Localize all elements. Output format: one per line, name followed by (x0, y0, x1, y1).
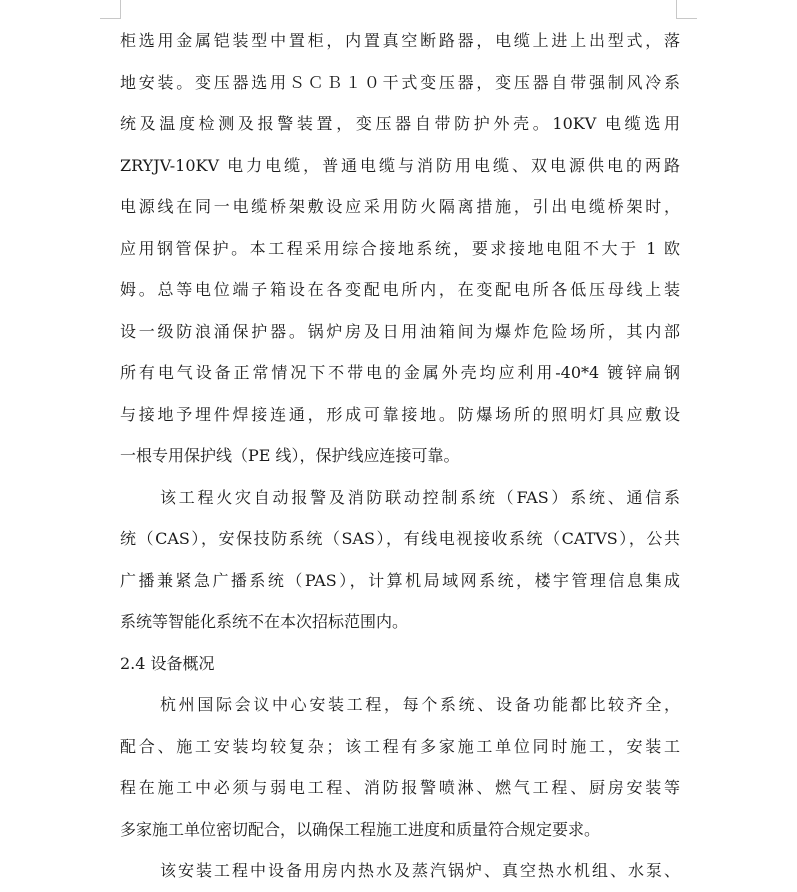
text-line: 该工程火灾自动报警及消防联动控制系统（FAS）系统、通信系 (160, 487, 680, 507)
text-line: 设一级防浪涌保护器。锅炉房及日用油箱间为爆炸危险场所，其内部 (120, 321, 680, 341)
text-line: 广播兼紧急广播系统（PAS），计算机局域网系统，楼宇管理信息集成 (120, 570, 680, 590)
text-line: 地安装。变压器选用ＳＣＢ１０干式变压器，变压器自带强制风冷系 (120, 72, 680, 92)
text-line: 杭州国际会议中心安装工程，每个系统、设备功能都比较齐全， (160, 695, 680, 714)
text-line: 统及温度检测及报警装置，变压器自带防护外壳。10KV 电缆选用 (120, 114, 680, 133)
paragraph (120, 20, 680, 477)
text-line: 一根专用保护线（PE 线），保护线应连接可靠。 (120, 446, 460, 465)
text-line: 配合、施工安装均较复杂；该工程有多家施工单位同时施工，安装工 (120, 736, 680, 756)
text-line: 多家施工单位密切配合，以确保工程施工进度和质量符合规定要求。 (120, 819, 601, 839)
text-line: 电源线在同一电缆桥架敷设应采用防火隔离措施，引出电缆桥架时， (120, 197, 680, 216)
page-corner-mark-top-right (676, 0, 697, 19)
paragraph (120, 684, 680, 850)
text-line: 程在施工中必须与弱电工程、消防报警喷淋、燃气工程、厨房安装等 (120, 778, 680, 797)
section-heading (120, 643, 680, 685)
section-heading-text: 2.4 设备概况 (120, 653, 215, 673)
text-line: 该安装工程中设备用房内热水及蒸汽锅炉、真空热水机组、水泵、 (160, 861, 680, 880)
text-line: 柜选用金属铠装型中置柜，内置真空断路器，电缆上进上出型式，落 (120, 31, 680, 50)
text-line: 姆。总等电位端子箱设在各变配电所内，在变配电所各低压母线上装 (120, 280, 680, 299)
paragraph (120, 477, 680, 643)
text-line: 统（CAS），安保技防系统（SAS），有线电视接收系统（CATVS），公共 (120, 529, 680, 548)
paragraph (120, 850, 680, 892)
text-line: 与接地予埋件焊接连通，形成可靠接地。防爆场所的照明灯具应敷设 (120, 404, 680, 424)
text-line: 系统等智能化系统不在本次招标范围内。 (120, 612, 409, 631)
text-line: 应用钢管保护。本工程采用综合接地系统，要求接地电阻不大于 1 欧 (120, 238, 680, 258)
text-line: 所有电气设备正常情况下不带电的金属外壳均应利用-40*4 镀锌扁钢 (120, 363, 680, 382)
text-line: ZRYJV-10KV 电力电缆，普通电缆与消防用电缆、双电源供电的两路 (120, 155, 680, 175)
document-body (120, 20, 680, 892)
page-corner-mark-top-left (100, 0, 121, 19)
